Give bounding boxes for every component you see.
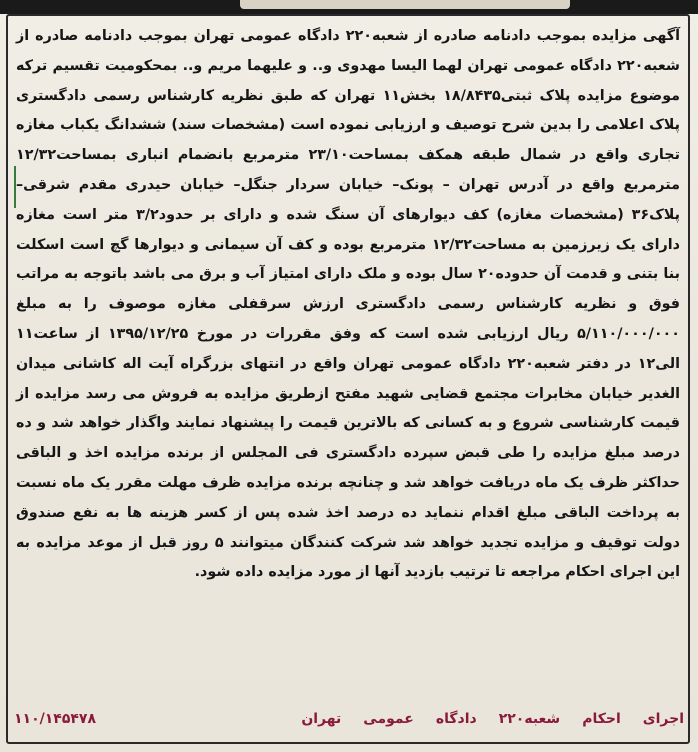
notice-footer bbox=[14, 706, 684, 732]
issuer-word: دادگاه bbox=[435, 711, 477, 727]
auction-notice-body: آگهی مزایده بموجب دادنامه صادره از شعبه۲۲۰ دادگاه عمومی تهران بموجب دادنامه صادره از شعبه۲۲۰ دادگاه عمومی تهران لهما الیسا مهدوی و.. و علیهما مریم و.. بمحکومیت تقسیم ترکه موضوع مزایده پلاک ثبتی۱۸/۸۴۳۵ بخش۱۱ تهران که طبق نظریه کارشناس رسمی دادگستری پلاک اعلامی را بدین شرح توصیف و ارزیابی نموده است (مشخصات سند) ششدانگ یکباب مغازه تجاری واقع در شمال طبقه همکف بمساحت۲۳/۱۰ مترمربع بانضمام انباری بمساحت۱۲/۳۲ مترمربع واقع در آدرس تهران – پونک– خیابان سردار جنگل– خیابان حیدری مقدم شرقی– پلاک۳۶ (مشخصات مغازه) کف دیوارهای آن سنگ شده و دارای بر حدود۳/۲ متر است مغازه دارای یک زیرزمین به مساحت۱۲/۳۲ مترمربع بوده و کف آن سیمانی و دیوارها گچ است اسکلت بنا بتنی و قدمت آن حدوده۲۰ سال بوده و ملک دارای امتیاز آب و برق می باشد باتوجه به مراتب فوق و نظریه کارشناس رسمی دادگستری ارزش سرقفلی مغازه موصوف را به مبلغ ۵/۱۱۰/۰۰۰/۰۰۰ ریال ارزیابی شده است که وفق مقررات در مورخ ۱۳۹۵/۱۲/۲۵ از ساعت۱۱ الی۱۲ در دفتر شعبه۲۲۰ دادگاه عمومی تهران واقع در انتهای بزرگراه آیت اله کاشانی میدان الغدیر خیابان مخابرات مجتمع قضایی شهید مفتح ازطریق مزایده به فروش می رسد مزایده از قیمت کارشناسی شروع و به کسانی که بالاترین قیمت را پیشنهاد نمایند واگذار خواهد شد و ده درصد مبلغ مزایده را طی قبض سپرده دادگستری فی المجلس از برنده مزایده اخذ و الباقی حداکثر ظرف یک ماه دریافت خواهد شد و چنانچه برنده مزایده ظرف مهلت مقرر یک ماه نسبت به پرداخت الباقی مبلغ اقدام ننماید ده درصد اخذ شده پس از کسر هزینه ها به نفع صندوق دولت توقیف و مزایده تجدید خواهد شد شرکت کنندگان میتوانند ۵ روز قبل از موعد مزایده به این اجرای احکام مراجعه تا ترتیب بازدید آنها از مورد مزایده داده شود. bbox=[16, 28, 681, 581]
issuer-word: تهران bbox=[301, 711, 342, 727]
issuer-word: احکام bbox=[582, 711, 621, 727]
issuer-line bbox=[301, 711, 684, 727]
notice-code: ۱۱۰/۱۴۵۴۷۸ bbox=[14, 711, 97, 727]
top-dark-strip bbox=[0, 0, 698, 14]
issuer-word: عمومی bbox=[363, 711, 414, 727]
issuer-word: اجرای bbox=[642, 711, 684, 727]
torn-header-edge bbox=[240, 0, 570, 9]
issuer-word: شعبه۲۲۰ bbox=[498, 711, 561, 727]
